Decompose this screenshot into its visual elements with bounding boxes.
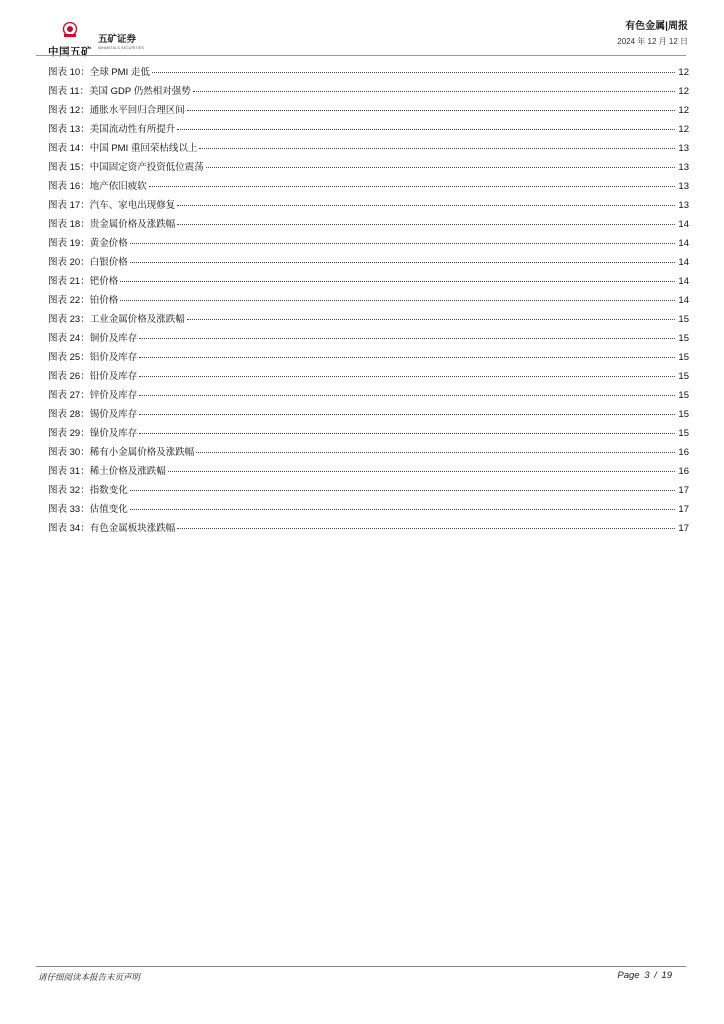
toc-leader-dots [187,110,675,111]
toc-leader-dots [130,490,675,491]
toc-entry[interactable] [48,121,689,140]
toc-entry-label: 图表 20：白银价格 [48,257,128,268]
toc-entry-page: 17 [678,485,689,496]
toc-entry[interactable] [48,349,689,368]
toc-entry[interactable] [48,463,689,482]
toc-entry[interactable] [48,330,689,349]
toc-entry-label: 图表 16：地产依旧疲软 [48,181,147,192]
toc-entry-label: 图表 18：贵金属价格及涨跌幅 [48,219,176,230]
toc-entry-page: 14 [678,276,689,287]
minmetals-emblem-icon [62,22,78,38]
toc-leader-dots [177,129,675,130]
toc-entry[interactable] [48,254,689,273]
toc-entry[interactable] [48,216,689,235]
toc-leader-dots [139,338,675,339]
toc-entry-label: 图表 27：锌价及库存 [48,390,138,401]
toc-leader-dots [130,262,675,263]
toc-entry[interactable] [48,159,689,178]
toc-entry-label: 图表 11：美国 GDP 仍然相对强势 [48,86,191,97]
toc-entry-label: 图表 12：通胀水平回归合理区间 [48,105,185,116]
toc-entry[interactable] [48,425,689,444]
toc-entry-page: 12 [678,86,689,97]
toc-entry-page: 14 [678,257,689,268]
footer-divider [36,966,686,967]
toc-entry-label: 图表 33：估值变化 [48,504,128,515]
toc-entry-label: 图表 13：美国流动性有所提升 [48,124,176,135]
toc-entry[interactable] [48,273,689,292]
toc-entry[interactable] [48,197,689,216]
report-date: 2024 年 12 月 12 日 [617,37,688,46]
toc-entry-label: 图表 28：锡价及库存 [48,409,138,420]
toc-entry[interactable] [48,64,689,83]
toc-leader-dots [177,205,675,206]
toc-entry[interactable] [48,292,689,311]
toc-entry-label: 图表 26：铅价及库存 [48,371,138,382]
toc-entry-page: 14 [678,238,689,249]
toc-entry-page: 13 [678,143,689,154]
toc-entry-label: 图表 21：钯价格 [48,276,119,287]
toc-entry[interactable] [48,520,689,539]
toc-entry-label: 图表 10：全球 PMI 走低 [48,67,150,78]
toc-leader-dots [139,395,675,396]
toc-entry-page: 14 [678,219,689,230]
toc-leader-dots [130,509,675,510]
toc-leader-dots [187,319,675,320]
toc-entry-label: 图表 24：铜价及库存 [48,333,138,344]
toc-leader-dots [120,281,675,282]
toc-entry-page: 14 [678,295,689,306]
toc-entry-page: 15 [678,314,689,325]
toc-leader-dots [139,433,675,434]
toc-entry-page: 12 [678,124,689,135]
toc-entry-page: 15 [678,352,689,363]
toc-leader-dots [120,300,675,301]
toc-entry-page: 17 [678,523,689,534]
toc-entry-label: 图表 31：稀土价格及涨跌幅 [48,466,166,477]
toc-entry[interactable] [48,311,689,330]
toc-entry[interactable] [48,482,689,501]
toc-leader-dots [149,186,675,187]
toc-leader-dots [130,243,675,244]
toc-entry-page: 15 [678,409,689,420]
toc-leader-dots [206,167,675,168]
report-type: 有色金属|周报 [625,21,688,32]
toc-leader-dots [139,376,675,377]
toc-entry[interactable] [48,501,689,520]
page-label: Page [617,970,640,981]
toc-leader-dots [168,471,675,472]
toc-entry[interactable] [48,83,689,102]
page-header [0,0,724,62]
toc-entry-label: 图表 15：中国固定资产投资低位震荡 [48,162,204,173]
page-separator: / [654,970,657,981]
company-logo [48,22,148,58]
logo-text-china-minmetals: 中国五矿 [48,46,92,58]
toc-entry-page: 15 [678,390,689,401]
toc-leader-dots [196,452,675,453]
toc-entry-label: 图表 29：镍价及库存 [48,428,138,439]
page-current: 3 [644,970,650,981]
toc-entry-page: 12 [678,105,689,116]
logo-text-minmetals-securities: 五矿证券 [98,34,137,45]
logo-text-english: MINMETALS SECURITIES [98,46,145,50]
toc-entry-label: 图表 22：铂价格 [48,295,119,306]
toc-entry-page: 16 [678,447,689,458]
toc-entry[interactable] [48,368,689,387]
toc-entry[interactable] [48,178,689,197]
toc-entry[interactable] [48,387,689,406]
toc-entry-label: 图表 34：有色金属板块涨跌幅 [48,523,176,534]
toc-entry-page: 13 [678,181,689,192]
toc-entry-page: 15 [678,371,689,382]
toc-leader-dots [152,72,675,73]
toc-entry-page: 15 [678,333,689,344]
toc-leader-dots [199,148,675,149]
toc-entry[interactable] [48,235,689,254]
logo-securities-block [98,31,144,50]
toc-entry[interactable] [48,406,689,425]
toc-leader-dots [177,224,675,225]
toc-entry[interactable] [48,444,689,463]
toc-entry[interactable] [48,102,689,121]
toc-entry-page: 15 [678,428,689,439]
toc-entry[interactable] [48,140,689,159]
toc-entry-page: 16 [678,466,689,477]
toc-entry-page: 13 [678,162,689,173]
footer-disclaimer: 请仔细阅读本报告末页声明 [38,972,141,982]
toc-leader-dots [139,414,675,415]
figure-list [48,64,689,539]
page-number [617,970,672,981]
toc-leader-dots [193,91,675,92]
toc-entry-label: 图表 23：工业金属价格及涨跌幅 [48,314,185,325]
page-total: 19 [661,970,672,981]
toc-entry-label: 图表 17：汽车、家电出现修复 [48,200,176,211]
toc-entry-page: 17 [678,504,689,515]
toc-entry-page: 12 [678,67,689,78]
toc-entry-label: 图表 32：指数变化 [48,485,128,496]
toc-leader-dots [177,528,675,529]
toc-leader-dots [139,357,675,358]
toc-entry-label: 图表 25：铝价及库存 [48,352,138,363]
toc-entry-label: 图表 14：中国 PMI 重回荣枯线以上 [48,143,198,154]
toc-entry-label: 图表 30：稀有小金属价格及涨跌幅 [48,447,195,458]
toc-entry-page: 13 [678,200,689,211]
header-divider [36,55,686,56]
toc-entry-label: 图表 19：黄金价格 [48,238,128,249]
